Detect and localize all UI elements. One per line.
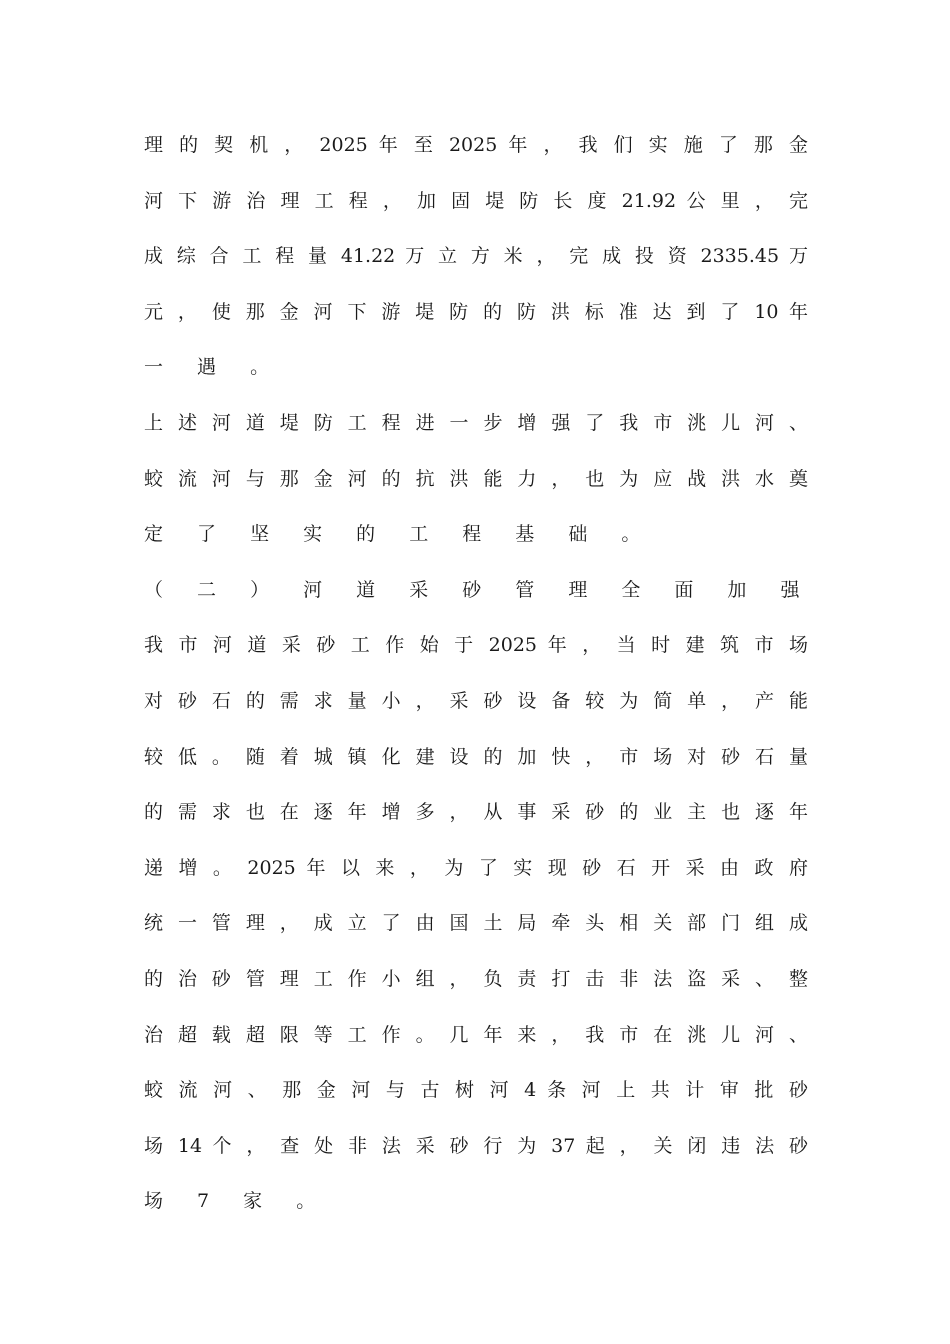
- text-line: 递 增 。 2025 年 以 来 ， 为 了 实 现 砂 石 开 采 由 政 府: [144, 857, 808, 879]
- text-line: 蛟 流 河 与 那 金 河 的 抗 洪 能 力 ， 也 为 应 战 洪 水 奠: [144, 468, 808, 490]
- text-line: 成 综 合 工 程 量 41.22 万 立 方 米 ， 完 成 投 资 2335.45 万: [144, 245, 808, 267]
- text-line: 的 治 砂 管 理 工 作 小 组 ， 负 责 打 击 非 法 盗 采 、 整: [144, 968, 808, 990]
- text-line: 治 超 载 超 限 等 工 作 。 几 年 来 ， 我 市 在 洮 儿 河 、: [144, 1024, 808, 1046]
- text-line: 河 下 游 治 理 工 程 ， 加 固 堤 防 长 度 21.92 公 里 ， 完: [144, 190, 808, 212]
- text-line: 蛟 流 河 、 那 金 河 与 古 树 河 4 条 河 上 共 计 审 批 砂: [144, 1079, 808, 1101]
- text-line: 的 需 求 也 在 逐 年 增 多 ， 从 事 采 砂 的 业 主 也 逐 年: [144, 801, 808, 823]
- text-line: 较 低 。 随 着 城 镇 化 建 设 的 加 快 ， 市 场 对 砂 石 量: [144, 746, 808, 768]
- section-heading: （ 二 ） 河 道 采 砂 管 理 全 面 加 强: [144, 579, 814, 601]
- text-line: 一 遇 。: [144, 356, 284, 378]
- text-line: 统 一 管 理 ， 成 立 了 由 国 土 局 牵 头 相 关 部 门 组 成: [144, 912, 808, 934]
- text-line: 我 市 河 道 采 砂 工 作 始 于 2025 年 ， 当 时 建 筑 市 场: [144, 634, 808, 656]
- text-line: 定 了 坚 实 的 工 程 基 础 。: [144, 523, 655, 545]
- text-line: 场 7 家 。: [144, 1190, 330, 1212]
- text-line: 上 述 河 道 堤 防 工 程 进 一 步 增 强 了 我 市 洮 儿 河 、: [144, 412, 808, 434]
- text-line: 场 14 个 ， 查 处 非 法 采 砂 行 为 37 起 ， 关 闭 违 法 砂: [144, 1135, 808, 1157]
- text-line: 对 砂 石 的 需 求 量 小 ， 采 砂 设 备 较 为 简 单 ， 产 能: [144, 690, 808, 712]
- text-line: 元 ， 使 那 金 河 下 游 堤 防 的 防 洪 标 准 达 到 了 10 年: [144, 301, 808, 323]
- text-line: 理 的 契 机 ， 2025 年 至 2025 年 ， 我 们 实 施 了 那 金: [144, 134, 808, 156]
